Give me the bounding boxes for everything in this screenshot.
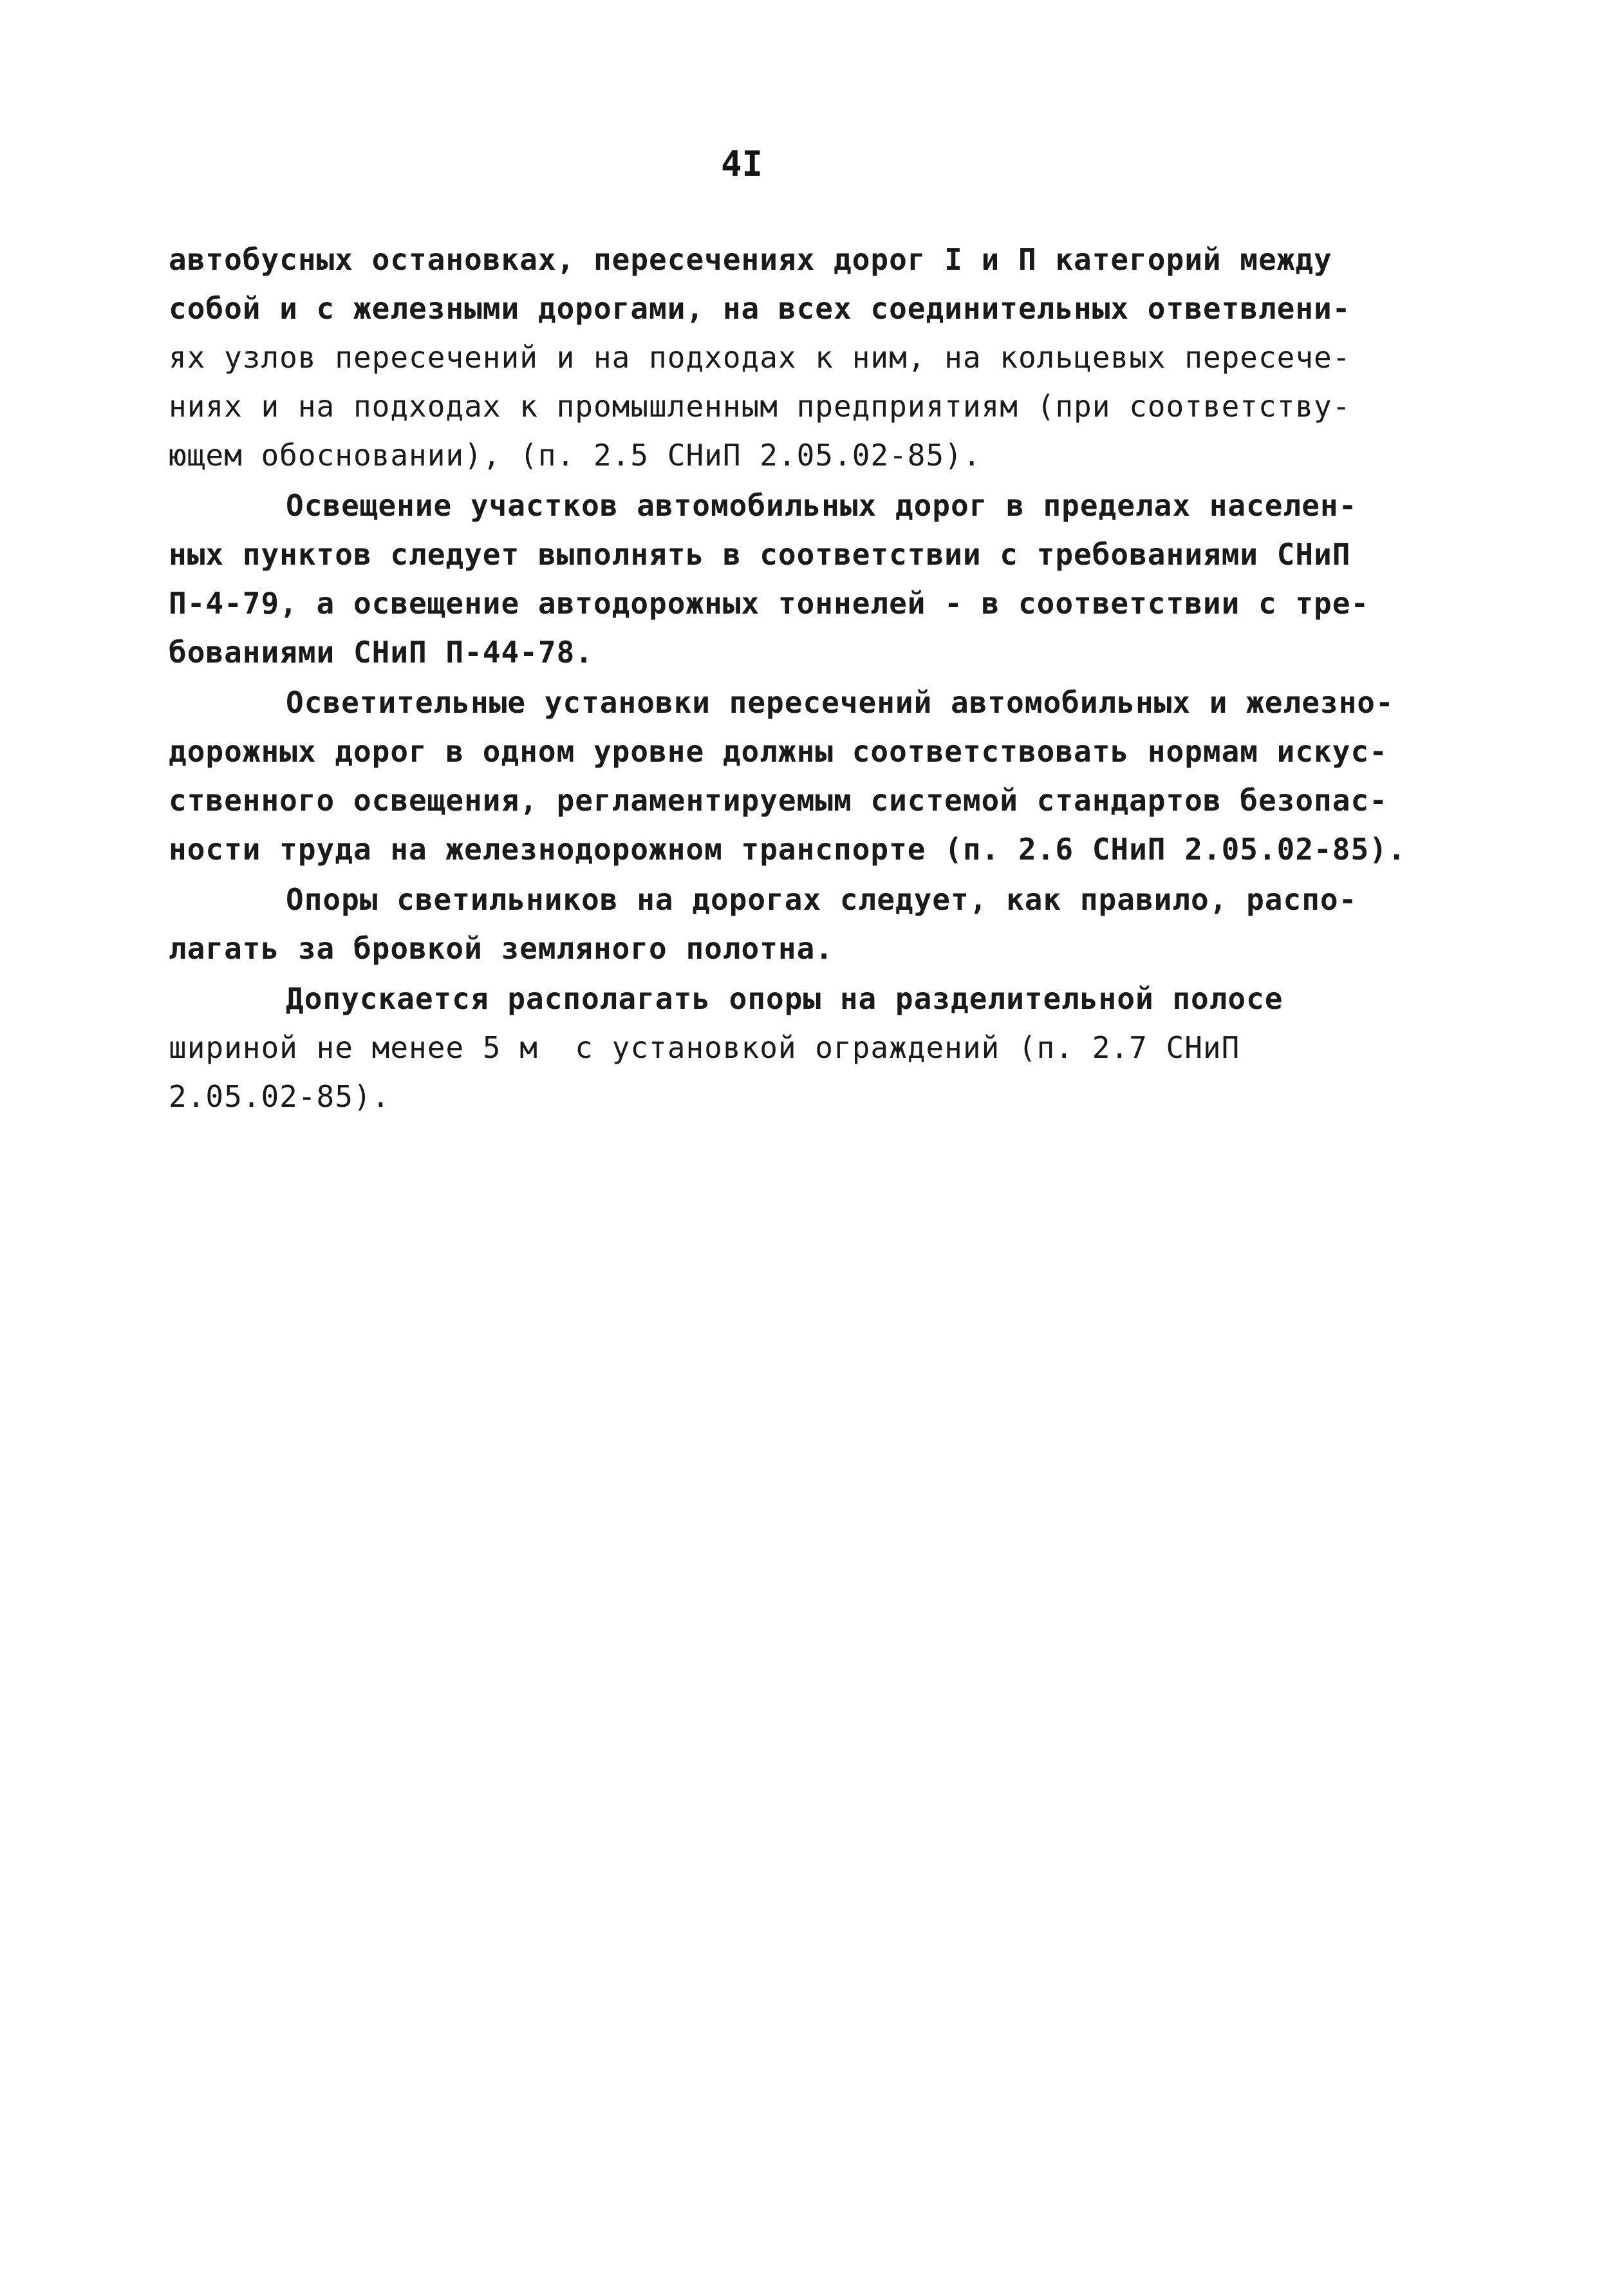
text-line: Опоры светильников на дорогах следует, как правило, распо- — [286, 882, 1358, 917]
page-number: 4I — [721, 144, 763, 184]
text-line: Освещение участков автомобильных дорог в пределах населен- — [286, 488, 1358, 523]
text-line: ющем обосновании), (п. 2.5 СНиП 2.05.02-85). — [169, 438, 982, 473]
text-line: ности труда на железнодорожном транспорте (п. 2.6 СНиП 2.05.02-85). — [169, 832, 1406, 867]
text-line: ях узлов пересечений и на подходах к ним, на кольцевых пересече- — [169, 340, 1351, 375]
text-line: ственного освещения, регламентируемым системой стандартов безопас- — [169, 783, 1388, 818]
text-line: лагать за бровкой земляного полотна. — [169, 931, 834, 966]
text-line: Допускается располагать опоры на разделительной полосе — [286, 981, 1283, 1016]
text-line: бованиями СНиП П-44-78. — [169, 635, 593, 670]
text-line: собой и с железными дорогами, на всех соединительных ответвлени- — [169, 291, 1351, 326]
text-line: ниях и на подходах к промышленным предприятиям (при соответству- — [169, 389, 1351, 424]
text-line: автобусных остановках, пересечениях дорог I и П категорий между — [169, 242, 1332, 277]
text-line: дорожных дорог в одном уровне должны соответствовать нормам искус- — [169, 734, 1388, 769]
text-line: П-4-79, а освещение автодорожных тоннелей - в соответствии с тре- — [169, 586, 1370, 621]
text-line: Осветительные установки пересечений автомобильных и железно- — [286, 685, 1394, 720]
text-line: 2.05.02-85). — [169, 1079, 391, 1114]
text-line: ных пунктов следует выполнять в соответствии с требованиями СНиП — [169, 537, 1351, 572]
text-line: шириной не менее 5 м с установкой ограждений (п. 2.7 СНиП — [169, 1030, 1240, 1065]
